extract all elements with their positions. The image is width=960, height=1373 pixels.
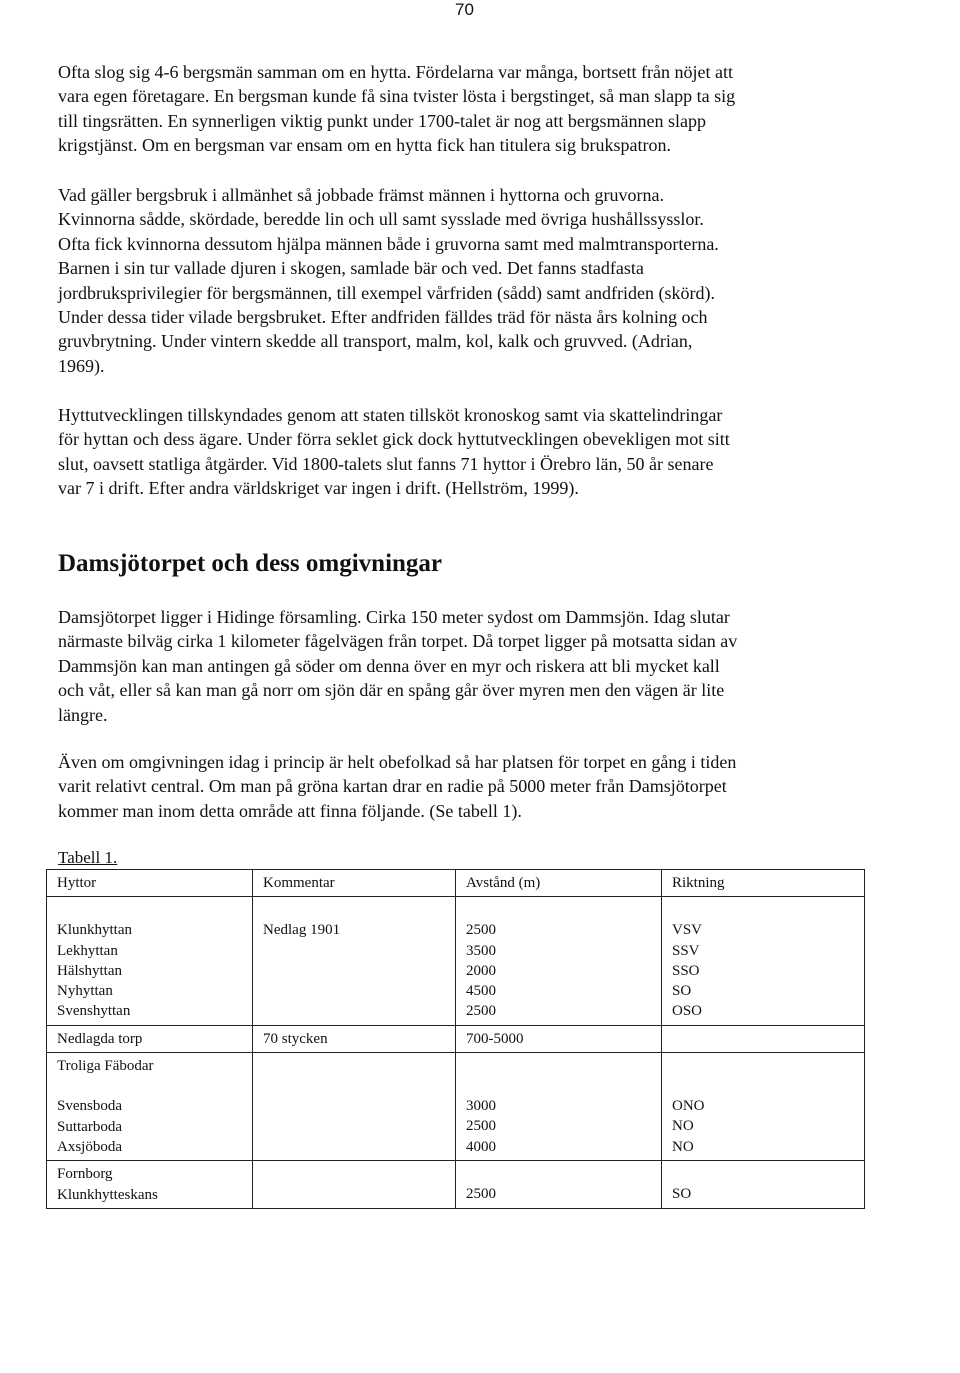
header-cell: Riktning xyxy=(662,870,865,897)
hyttor-distances-cell xyxy=(456,897,662,1025)
table-cell xyxy=(662,1025,865,1052)
text-line: Dammsjön kan man antingen gå söder om denna över en myr och riskera att bli mycket kall xyxy=(58,655,720,676)
text-line: slut, oavsett statliga åtgärder. Vid 1800-talets slut fanns 71 hyttor i Örebro län, 50 år senare xyxy=(58,453,714,474)
table-caption: Tabell 1. xyxy=(58,848,118,867)
hyttor-names-cell xyxy=(47,897,253,1025)
table-cell-text: Suttarboda xyxy=(57,1118,122,1135)
table-cell-text: VSV xyxy=(672,922,703,939)
table-cell-text: Klunkhyttan xyxy=(57,922,132,939)
fornborg-cell xyxy=(47,1161,253,1209)
table-row-fornborg xyxy=(47,1161,865,1209)
table-cell xyxy=(253,1161,456,1209)
text-line: Ofta slog sig 4-6 bergsmän samman om en hytta. Fördelarna var många, bortsett från nöjet att xyxy=(58,62,733,82)
fabodar-directions-cell xyxy=(662,1053,865,1161)
paragraph-hyttutveckling xyxy=(58,403,838,501)
table-cell-text: 3000 xyxy=(466,1098,496,1115)
table-row-hyttor xyxy=(47,897,865,1025)
table-cell: Nedlagda torp xyxy=(47,1025,253,1052)
fabodar-names-cell xyxy=(47,1053,253,1161)
hyttor-comments-cell xyxy=(253,897,456,1025)
text-line: närmaste bilväg cirka 1 kilometer fågelvägen från torpet. Då torpet ligger på motsatta sidan av xyxy=(58,631,738,652)
table-cell-text: 2500 xyxy=(466,922,496,939)
table-cell-text: 4000 xyxy=(466,1138,496,1155)
text-line: Vad gäller bergsbruk i allmänhet så jobbade främst männen i hyttorna och gruvorna. xyxy=(58,185,664,205)
text-line: var 7 i drift. Efter andra världskriget var ingen i drift. (Hellström, 1999). xyxy=(58,478,579,499)
text-line: varit relativt central. Om man på gröna kartan drar en radie på 5000 meter från Damsjötorpet xyxy=(58,776,727,797)
table-cell-text: Troliga Fäbodar xyxy=(57,1058,154,1075)
text-line: Barnen i sin tur vallade djuren i skogen, samlade bär och ved. Det fanns stadfasta xyxy=(58,258,644,279)
table-cell-text: 2500 xyxy=(466,1118,496,1135)
header-cell: Kommentar xyxy=(253,870,456,897)
table-cell-text: NO xyxy=(672,1118,694,1135)
text-line: och våt, eller så kan man gå norr om sjön där en spång går över myren men den vägen är lite xyxy=(58,680,725,701)
text-line: för hyttan och dess ägare. Under förra seklet gick dock hyttutvecklingen obevekligen mot sitt xyxy=(58,429,730,450)
paragraph-surroundings xyxy=(58,750,838,823)
paragraph-bergsman xyxy=(58,60,838,158)
text-line: Kvinnorna sådde, skördade, beredde lin och ull samt sysslade med övriga hushållssysslor. xyxy=(58,209,704,230)
surroundings-table xyxy=(46,869,865,1209)
text-line: kommer man inom detta område att finna följande. (Se tabell 1). xyxy=(58,800,522,821)
table-cell-text: 4500 xyxy=(466,983,496,1000)
table-cell-text: SO xyxy=(672,983,692,1000)
table-cell-text: Axsjöboda xyxy=(57,1138,122,1155)
table-cell-text: 2500 xyxy=(466,1003,496,1020)
fornborg-distance-cell xyxy=(456,1161,662,1209)
table-cell-text: Svensboda xyxy=(57,1098,122,1115)
table-cell-text: Hälshyttan xyxy=(57,962,122,979)
table-cell: 700-5000 xyxy=(456,1025,662,1052)
paragraph-bergsbruk xyxy=(58,183,838,378)
paragraph-location xyxy=(58,605,838,727)
fornborg-direction-cell xyxy=(662,1161,865,1209)
table-cell-text: 3500 xyxy=(466,942,496,959)
table-header-row xyxy=(47,870,865,897)
table-cell-text: SSV xyxy=(672,942,700,959)
table-cell-text: ONO xyxy=(672,1098,705,1115)
section-heading: Damsjötorpet och dess omgivningar xyxy=(58,550,443,577)
text-line: Ofta fick kvinnorna dessutom hjälpa männen både i gruvorna samt med malmtransporterna. xyxy=(58,233,719,254)
table-cell-text: OSO xyxy=(672,1003,703,1020)
text-line: gruvbrytning. Under vintern skedde all transport, malm, kol, kalk och gruvved. (Adrian, xyxy=(58,331,693,352)
table-cell-text: 2500 xyxy=(466,1186,496,1203)
table-cell-text: Nyhyttan xyxy=(57,983,113,1000)
text-line: till tingsrätten. En synnerligen viktig punkt under 1700-talet är nog att bergsmännen slapp xyxy=(58,110,707,131)
fabodar-distances-cell xyxy=(456,1053,662,1161)
table-cell: 70 stycken xyxy=(253,1025,456,1052)
header-cell: Hyttor xyxy=(47,870,253,897)
text-line: Hyttutvecklingen tillskyndades genom att staten tillsköt kronoskog samt via skattelindringar xyxy=(58,405,723,425)
table-row-torp xyxy=(47,1025,865,1052)
table-cell-text: NO xyxy=(672,1138,694,1155)
text-line: jordbruksprivilegier för bergsmännen, till exempel vårfriden (sådd) samt andfriden (skörd). xyxy=(58,282,715,303)
table-cell-text: 2000 xyxy=(466,962,496,979)
text-line: vara egen företagare. En bergsman kunde få sina tvister lösta i bergstinget, så man slapp ta sig xyxy=(58,86,736,107)
hyttor-directions-cell xyxy=(662,897,865,1025)
page-number: 70 xyxy=(455,0,474,19)
text-line: Damsjötorpet ligger i Hidinge församling. Cirka 150 meter sydost om Dammsjön. Idag slutar xyxy=(58,607,730,627)
text-line: Under dessa tider vilade bergsbruket. Efter andfriden fälldes träd för nästa års kolning och xyxy=(58,307,708,328)
table-cell-text: Nedlag 1901 xyxy=(263,922,341,939)
text-line: 1969). xyxy=(58,355,105,376)
table-cell-text: Lekhyttan xyxy=(57,942,118,959)
text-line: Även om omgivningen idag i princip är helt obefolkad så har platsen för torpet en gång i tiden xyxy=(58,752,737,772)
table-row-fabodar xyxy=(47,1053,865,1161)
table-cell-text: Klunkhytteskans xyxy=(57,1186,158,1203)
table-cell-text: SSO xyxy=(672,962,700,979)
table-cell-text: Fornborg xyxy=(57,1166,113,1183)
table-cell xyxy=(253,1053,456,1161)
table-cell-text: SO xyxy=(672,1186,692,1203)
text-line: krigstjänst. Om en bergsman var ensam om en hytta fick han titulera sig brukspatron. xyxy=(58,135,672,156)
header-cell: Avstånd (m) xyxy=(456,870,662,897)
text-line: längre. xyxy=(58,704,108,725)
table-cell-text: Svenshyttan xyxy=(57,1003,131,1020)
